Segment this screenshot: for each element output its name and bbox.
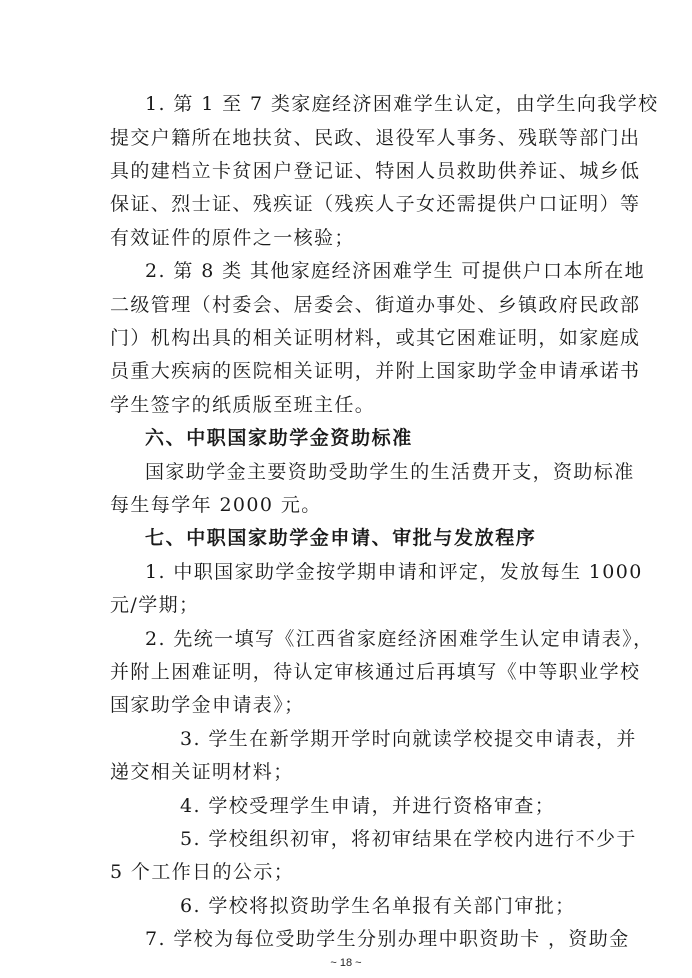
- section-heading: 六、中职国家助学金资助标准: [145, 427, 413, 449]
- text-line: 具的建档立卡贫困户登记证、特困人员救助供养证、城乡低: [110, 160, 641, 182]
- text-line: 5 个工作日的公示；: [110, 861, 295, 883]
- text-line: 保证、烈士证、残疾证（残疾人子女还需提供户口证明）等: [110, 193, 641, 215]
- page-number: ~ 18 ~: [330, 957, 362, 969]
- text-line: 1. 中职国家助学金按学期申请和评定，发放每生 1000: [145, 561, 643, 583]
- text-line: 提交户籍所在地扶贫、民政、退役军人事务、残联等部门出: [110, 127, 641, 149]
- text-line: 5. 学校组织初审，将初审结果在学校内进行不少于: [180, 828, 637, 850]
- text-line: 元/学期；: [110, 594, 200, 616]
- text-line: 2. 先统一填写《江西省家庭经济困难学生认定申请表》，: [145, 628, 654, 650]
- text-line: 国家助学金主要资助受助学生的生活费开支，资助标准: [145, 461, 635, 483]
- text-line: 每生每学年 2000 元。: [110, 494, 322, 516]
- text-line: 学生签字的纸质版至班主任。: [110, 394, 376, 416]
- text-line: 6. 学校将拟资助学生名单报有关部门审批；: [180, 895, 576, 917]
- text-line: 递交相关证明材料；: [110, 761, 294, 783]
- text-line: 1. 第 1 至 7 类家庭经济困难学生认定，由学生向我学校: [145, 93, 659, 115]
- text-line: 有效证件的原件之一核验；: [110, 227, 355, 249]
- text-line: 7. 学校为每位受助学生分别办理中职资助卡 ，资助金: [145, 928, 630, 950]
- text-line: 二级管理（村委会、居委会、街道办事处、乡镇政府民政部: [110, 294, 641, 316]
- text-line: 并附上困难证明，待认定审核通过后再填写《中等职业学校: [110, 661, 641, 683]
- text-line: 2. 第 8 类 其他家庭经济困难学生 可提供户口本所在地: [145, 260, 646, 282]
- section-heading: 七、中职国家助学金申请、审批与发放程序: [145, 527, 537, 549]
- text-line: 员重大疾病的医院相关证明，并附上国家助学金申请承诺书: [110, 360, 641, 382]
- text-line: 4. 学校受理学生申请，并进行资格审查；: [180, 795, 556, 817]
- text-line: 3. 学生在新学期开学时向就读学校提交申请表，并: [180, 728, 637, 750]
- text-line: 门）机构出具的相关证明材料，或其它困难证明，如家庭成: [110, 327, 641, 349]
- text-line: 国家助学金申请表》；: [110, 694, 305, 716]
